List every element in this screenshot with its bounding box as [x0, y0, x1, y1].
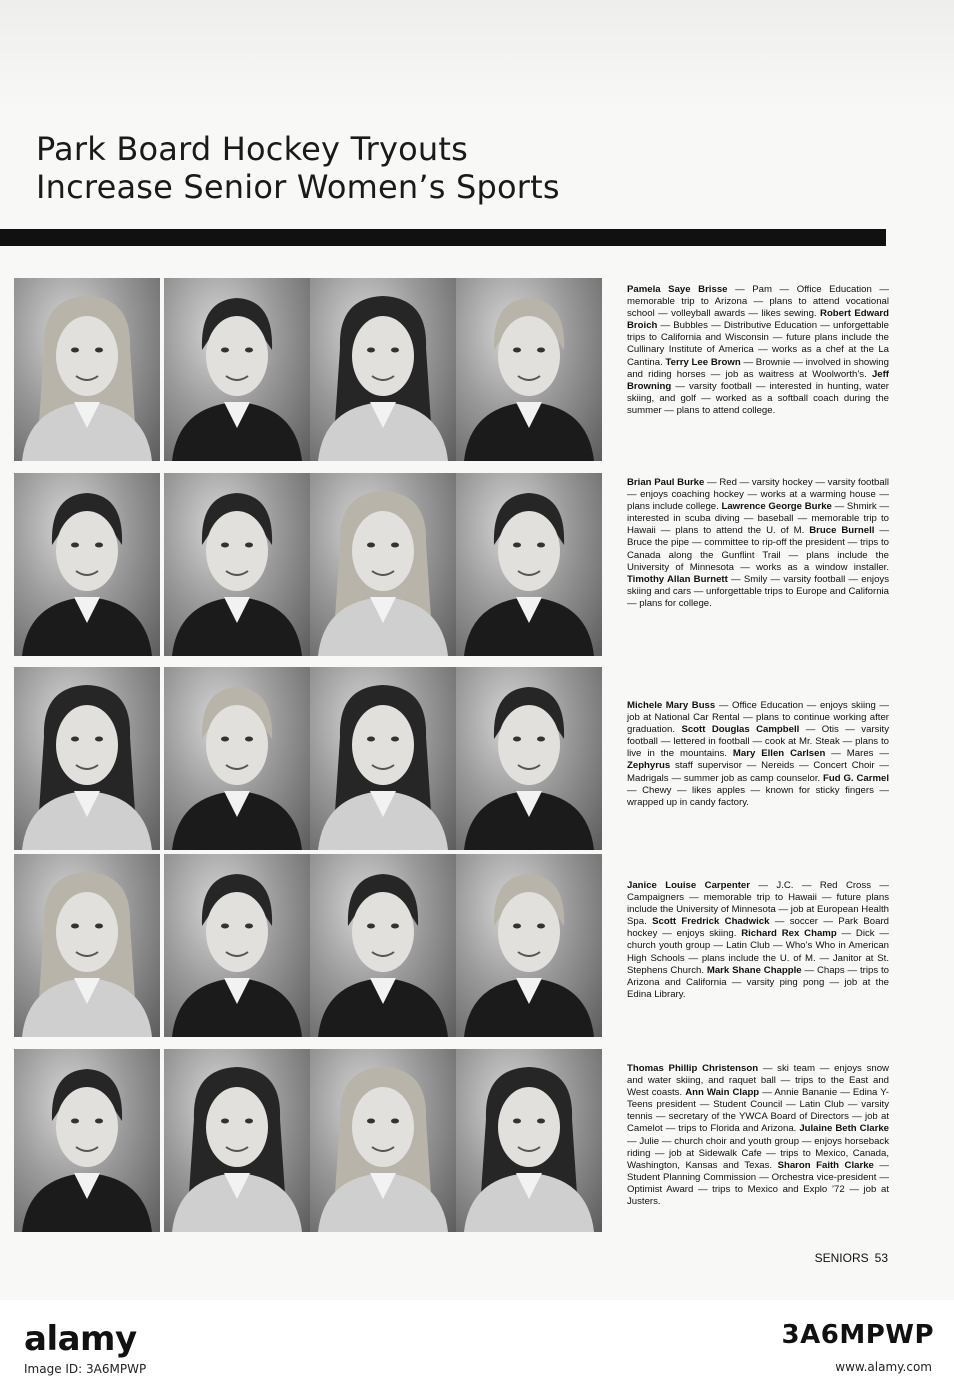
folio-page-number: 53	[874, 1251, 888, 1265]
portrait-photo	[456, 473, 602, 656]
student-name: Zephyrus	[627, 760, 671, 772]
student-name: Pamela Saye Brisse	[627, 284, 728, 295]
black-divider-rule	[0, 229, 886, 246]
student-name: Thomas Phillip Christenson	[627, 1063, 759, 1074]
student-name: Mark Shane Chapple	[706, 964, 802, 976]
student-name: Jeff Browning	[627, 368, 889, 392]
portrait-photo	[164, 667, 310, 850]
portrait-photo	[456, 667, 602, 850]
student-bio: — Bubbles — Distributive Education — unforgettable trips to California and Wisconsin — future plans include the Cullinary Institute of America — works as a chef at the La Cantina.	[627, 320, 889, 368]
image-id-label: Image ID: 3A6MPWP	[24, 1362, 147, 1376]
student-bio: — Mares —	[825, 748, 889, 760]
portrait-photo	[14, 667, 160, 850]
alamy-logo: alamy	[24, 1319, 137, 1359]
student-name: Timothy Allan Burnett	[627, 573, 728, 585]
student-bio: — soccer — Park Board hockey — enjoys skiing.	[627, 916, 889, 940]
bio-block-1	[627, 284, 889, 417]
student-name: Mary Ellen Carlsen	[732, 748, 826, 760]
student-name: Lawrence George Burke	[721, 501, 832, 513]
student-bio: — varsity football — interested in hunting, water skiing, and golf — worked as a softball coach during the summer — plans to attend college.	[627, 380, 889, 416]
student-bio: — Brownie — involved in showing and riding horses — job as waitress at Woolworth’s.	[627, 356, 889, 380]
portrait-photo	[310, 278, 456, 461]
student-name: Scott Fredrick Chadwick	[652, 916, 770, 928]
bio-block-5	[627, 1063, 889, 1208]
student-bio: — Chaps — trips to Arizona and California — varsity ping pong — job at the Edina Library.	[627, 964, 889, 1000]
student-bio: staff supervisor — Nereids — Concert Choir — Madrigals — summer job as camp counselor.	[627, 760, 889, 784]
page-folio	[809, 1251, 888, 1265]
portrait-photo	[164, 473, 310, 656]
top-shading	[0, 0, 954, 110]
portrait-grid	[14, 270, 610, 1300]
student-name: Richard Rex Champ	[741, 928, 837, 940]
student-bio: — J.C. — Red Cross — Campaigners — memorable trip to Hawaii — future plans include the University of Minnesota — job at European Health Spa.	[627, 880, 890, 928]
portrait-photo	[456, 1049, 602, 1232]
student-bio: — Office Education — enjoys skiing — job at National Car Rental — plans to continue working after graduation.	[627, 700, 889, 736]
student-bio: — Julie — church choir and youth group — enjoys horseback riding — job at Sidewalk Cafe — trips to Mexico, Canada, Washington, Kansas and Texas.	[627, 1135, 889, 1171]
bio-block-4	[627, 880, 889, 1001]
student-bio: — Dick — church youth group — Latin Club — Who’s Who in American High Schools — plans include the U. of M. — Janitor at St. Stephens Church.	[627, 928, 889, 976]
headline-line-2: Increase Senior Women’s Sports	[36, 168, 560, 206]
student-bio: — Chewy — likes apples — known for sticky fingers — wrapped up in candy factory.	[627, 784, 889, 808]
student-name: Julaine Beth Clarke	[799, 1123, 889, 1135]
portrait-photo	[310, 854, 456, 1037]
student-bio: — Student Planning Commission — Orchestra vice-president — Optimist Award — trips to Mexico and Explo ’72 — job at Justers.	[627, 1159, 889, 1208]
student-bio: — Shmirk — interested in scuba diving — baseball — memorable trip to Hawaii — plans to attend the U. of M.	[627, 501, 889, 537]
portrait-photo	[456, 278, 602, 461]
portrait-photo	[164, 854, 310, 1037]
stock-site-url: www.alamy.com	[835, 1360, 932, 1374]
bio-block-2	[627, 477, 889, 610]
portrait-photo	[164, 278, 310, 461]
student-name: Bruce Burnell	[809, 525, 875, 537]
student-name: Ann Wain Clapp	[685, 1087, 760, 1099]
student-bio: — Otis — varsity football — lettered in football — cook at Mr. Steak — plans to live in the mountains.	[627, 724, 889, 760]
student-bio: — Red — varsity hockey — varsity football — enjoys coaching hockey — works at a warming house — plans include college.	[627, 477, 889, 513]
student-bio: — ski team — enjoys snow and water skiing, and raquet ball — trips to the East and West coasts.	[627, 1063, 889, 1099]
portrait-photo	[14, 278, 160, 461]
student-bio: — Smily — varsity football — enjoys skiing and cars — unforgettable trips to Europe and California — plans for college.	[627, 573, 889, 609]
student-bio: — Pam — Office Education — memorable trip to Arizona — plans to attend vocational school — volleyball awards — likes sewing.	[627, 284, 889, 320]
student-name: Terry Lee Brown	[665, 356, 741, 368]
portrait-photo	[164, 1049, 310, 1232]
portrait-photo	[310, 1049, 456, 1232]
student-name: Robert Edward Broich	[627, 308, 890, 332]
headline-line-1: Park Board Hockey Tryouts	[36, 130, 468, 168]
student-bio: — Bruce the pipe — committee to rip-off the president — trips to Canada along the Gunflint Trail — plans include the University of Minnesota — works as a window installer.	[627, 525, 889, 573]
portrait-photo	[310, 667, 456, 850]
student-name: Michele Mary Buss	[627, 700, 716, 711]
image-code: 3A6MPWP	[781, 1320, 934, 1350]
student-name: Sharon Faith Clarke	[777, 1159, 874, 1171]
student-bio: — Annie Bananie — Edina Y-Teens president — Student Council — Latin Club — varsity tennis — secretary of the YWCA Board of Directors — job at Camelot — trips to Florida and Arizona.	[627, 1087, 889, 1135]
portrait-photo	[14, 854, 160, 1037]
student-name: Brian Paul Burke	[627, 477, 705, 488]
portrait-photo	[310, 473, 456, 656]
portrait-photo	[14, 473, 160, 656]
bio-block-3	[627, 700, 889, 809]
student-name: Fud G. Carmel	[823, 772, 889, 784]
student-name: Scott Douglas Campbell	[681, 724, 800, 736]
folio-section: SENIORS	[814, 1251, 869, 1265]
portrait-photo	[456, 854, 602, 1037]
student-name: Janice Louise Carpenter	[627, 880, 750, 891]
portrait-photo	[14, 1049, 160, 1232]
page-headline	[36, 130, 560, 206]
